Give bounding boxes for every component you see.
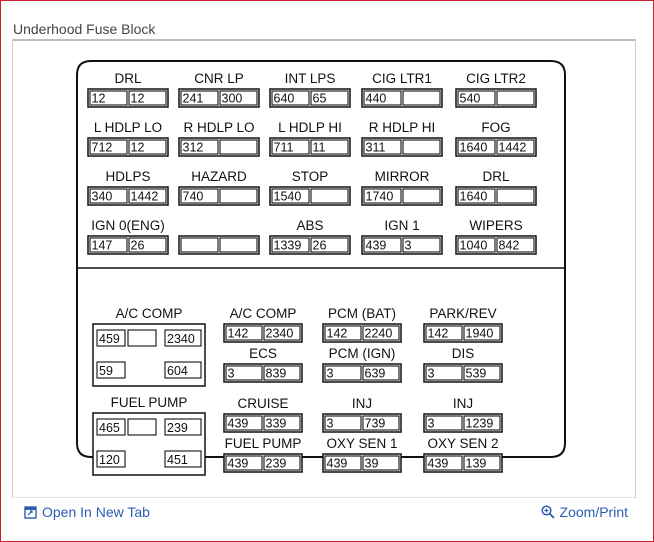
zoom-icon xyxy=(541,505,555,519)
fuse-right-value: 739 xyxy=(364,416,386,431)
fuse-left-value: 1740 xyxy=(365,189,394,204)
fuse-right-value: 239 xyxy=(265,456,287,471)
fuse-label: ECS xyxy=(249,346,277,361)
fuse-left-value: 439 xyxy=(227,416,249,431)
relay-terminal-value: 459 xyxy=(99,332,120,346)
fuse-left-value: 142 xyxy=(326,326,348,341)
fuse-left-value: 142 xyxy=(227,326,249,341)
fuse-left-value: 241 xyxy=(182,91,204,106)
fuse-right-value: 139 xyxy=(465,456,487,471)
fuse-label: PCM (BAT) xyxy=(328,306,396,321)
fuse-label: CIG LTR1 xyxy=(372,71,432,86)
fuse-left-value: 340 xyxy=(91,189,113,204)
fuse-label: L HDLP HI xyxy=(278,120,342,135)
fuse-right-value: 1442 xyxy=(498,140,527,155)
fuse-left-value: 712 xyxy=(91,140,113,155)
fuse-right-value: 3 xyxy=(404,238,412,253)
fuse-label: DIS xyxy=(451,346,475,361)
fuse-label: WIPERS xyxy=(469,218,523,233)
footer-bar xyxy=(12,497,634,526)
fuse-label: R HDLP LO xyxy=(183,120,255,135)
fuse-label: OXY SEN 2 xyxy=(427,436,499,451)
fuse-left-value: 1339 xyxy=(273,238,302,253)
fuse-label: IGN 0(ENG) xyxy=(91,218,165,233)
fuse-right-value: 39 xyxy=(364,456,379,471)
fuse-right-value: 1940 xyxy=(465,326,494,341)
fuse-right-value: 65 xyxy=(312,91,327,106)
fuse-right-terminal xyxy=(403,91,440,105)
open-new-tab-icon xyxy=(24,506,37,519)
fuse-left-value: 1040 xyxy=(459,238,488,253)
diagram-frame xyxy=(12,39,636,498)
fuse-left-value: 439 xyxy=(365,238,387,253)
fuse-right-value: 539 xyxy=(465,366,487,381)
fuse-label: FUEL PUMP xyxy=(224,436,302,451)
fuse-left-value: 147 xyxy=(91,238,113,253)
fuse-left-value: 12 xyxy=(91,91,106,106)
fuse-right-value: 12 xyxy=(130,91,145,106)
fuse-left-value: 311 xyxy=(365,140,386,155)
fuse-left-value: 3 xyxy=(326,416,334,431)
fuse-left-value: 740 xyxy=(182,189,204,204)
fuse-label: OXY SEN 1 xyxy=(326,436,398,451)
fuse-label: IGN 1 xyxy=(384,218,420,233)
relay-center-slot xyxy=(128,419,156,435)
fuse-left-value: 440 xyxy=(365,91,387,106)
fuse-right-value: 2340 xyxy=(265,326,294,341)
fuse-left-value: 3 xyxy=(427,366,435,381)
fuse-left-value: 439 xyxy=(427,456,449,471)
fuse-left-value: 3 xyxy=(227,366,235,381)
fuse-right-terminal xyxy=(220,238,257,252)
fuse-left-value: 1540 xyxy=(273,189,302,204)
fuse-label: HAZARD xyxy=(191,169,247,184)
fuse-right-value: 1239 xyxy=(465,416,494,431)
fuse-right-terminal xyxy=(403,140,440,154)
fuse-label: CIG LTR2 xyxy=(466,71,526,86)
relay-terminal-value: 59 xyxy=(99,364,113,378)
fuse-left-terminal xyxy=(181,238,218,252)
zoom-print-label: Zoom/Print xyxy=(559,504,628,520)
relay-center-slot xyxy=(128,330,156,346)
fuse-label: CRUISE xyxy=(237,396,289,411)
fuse-label: PARK/REV xyxy=(429,306,497,321)
fuse-left-value: 640 xyxy=(273,91,295,106)
fuse-block-diagram xyxy=(13,41,635,497)
fuse-left-value: 3 xyxy=(326,366,334,381)
relay-terminal-value: 2340 xyxy=(167,332,195,346)
fuse-right-value: 842 xyxy=(498,238,520,253)
fuse-label: HDLPS xyxy=(105,169,151,184)
fuse-label: INJ xyxy=(452,396,474,411)
fuse-right-terminal xyxy=(497,189,534,203)
fuse-left-value: 312 xyxy=(182,140,204,155)
fuse-label: FOG xyxy=(481,120,511,135)
fuse-right-value: 1442 xyxy=(130,189,159,204)
relay-label: A/C COMP xyxy=(115,306,183,321)
fuse-right-value: 26 xyxy=(130,238,145,253)
fuse-right-value: 11 xyxy=(312,140,326,155)
fuse-label: R HDLP HI xyxy=(368,120,436,135)
fuse-right-terminal xyxy=(220,189,257,203)
relay-terminal-value: 239 xyxy=(167,421,188,435)
fuse-left-value: 439 xyxy=(227,456,249,471)
fuse-label: PCM (IGN) xyxy=(328,346,396,361)
fuse-label: DRL xyxy=(482,169,510,184)
fuse-left-value: 711 xyxy=(273,140,294,155)
fuse-right-value: 26 xyxy=(312,238,327,253)
open-in-new-tab-label: Open In New Tab xyxy=(42,504,150,520)
fuse-left-value: 1640 xyxy=(459,189,488,204)
fuse-left-value: 142 xyxy=(427,326,449,341)
fuse-left-value: 3 xyxy=(427,416,435,431)
page-title: Underhood Fuse Block xyxy=(13,21,156,37)
fuse-label: A/C COMP xyxy=(229,306,297,321)
fuse-right-terminal xyxy=(497,91,534,105)
relay-terminal-value: 120 xyxy=(99,453,120,467)
fuse-label: L HDLP LO xyxy=(93,120,163,135)
relay-terminal-value: 465 xyxy=(99,421,120,435)
fuse-right-terminal xyxy=(311,189,348,203)
fuse-label: ABS xyxy=(296,218,324,233)
fuse-left-value: 540 xyxy=(459,91,481,106)
fuse-right-terminal xyxy=(220,140,257,154)
fuse-right-value: 339 xyxy=(265,416,287,431)
fuse-right-value: 300 xyxy=(221,91,243,106)
fuse-right-value: 639 xyxy=(364,366,386,381)
fuse-left-value: 439 xyxy=(326,456,348,471)
fuse-right-value: 2240 xyxy=(364,326,393,341)
fuse-label: MIRROR xyxy=(374,169,430,184)
open-in-new-tab-link[interactable] xyxy=(24,504,150,520)
fuse-right-value: 12 xyxy=(130,140,145,155)
zoom-print-link[interactable] xyxy=(541,504,628,520)
relay-terminal-value: 451 xyxy=(167,453,188,467)
fuse-right-terminal xyxy=(403,189,440,203)
fuse-right-value: 839 xyxy=(265,366,287,381)
fuse-left-value: 1640 xyxy=(459,140,488,155)
fuse-label: INT LPS xyxy=(284,71,336,86)
fuse-label: STOP xyxy=(291,169,329,184)
fuse-label: INJ xyxy=(351,396,373,411)
relay-label: FUEL PUMP xyxy=(110,395,188,410)
relay-terminal-value: 604 xyxy=(167,364,188,378)
fuse-label: DRL xyxy=(114,71,142,86)
fuse-label: CNR LP xyxy=(194,71,244,86)
